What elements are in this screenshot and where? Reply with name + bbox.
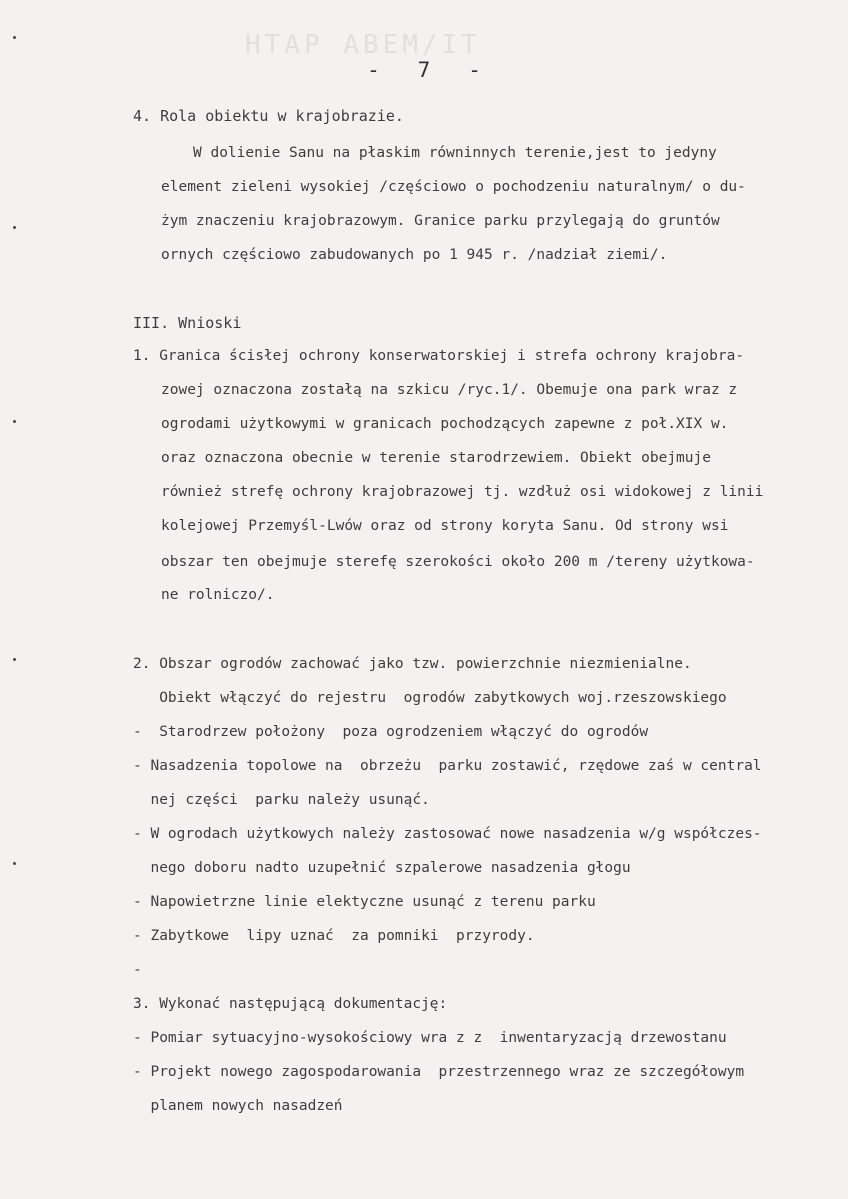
text-line: nej części parku należy usunąć.: [133, 792, 430, 808]
text-line: 2. Obszar ogrodów zachować jako tzw. powierzchnie niezmienialne.: [133, 656, 692, 672]
text-line: - Projekt nowego zagospodarowania przestrzennego wraz ze szczegółowym: [133, 1064, 745, 1080]
text-line: - Nasadzenia topolowe na obrzeżu parku zostawić, rzędowe zaś w central: [133, 758, 762, 774]
punch-mark: [13, 862, 16, 865]
text-line: ogrodami użytkowymi w granicach pochodzących zapewne z poł.XIX w.: [161, 416, 729, 432]
text-line: element zieleni wysokiej /częściowo o pochodzeniu naturalnym/ o du-: [161, 179, 746, 195]
text-line: nego doboru nadto uzupełnić szpalerowe nasadzenia głogu: [133, 860, 631, 876]
text-line: oraz oznaczona obecnie w terenie starodrzewiem. Obiekt obejmuje: [161, 450, 711, 466]
text-line: Obiekt włączyć do rejestru ogrodów zabytkowych woj.rzeszowskiego: [133, 690, 727, 706]
text-line: - Zabytkowe lipy uznać za pomniki przyrody.: [133, 928, 535, 944]
text-line: kolejowej Przemyśl-Lwów oraz od strony koryta Sanu. Od strony wsi: [161, 518, 729, 534]
section-4-heading: 4. Rola obiektu w krajobrazie.: [133, 107, 404, 125]
text-line: ornych częściowo zabudowanych po 1 945 r. /nadział ziemi/.: [161, 247, 668, 263]
text-line: - Napowietrzne linie elektyczne usunąć z terenu parku: [133, 894, 596, 910]
text-line: -: [133, 962, 142, 978]
text-line: ne rolniczo/.: [161, 587, 275, 603]
text-line: planem nowych nasadzeń: [133, 1098, 343, 1114]
text-line: obszar ten obejmuje sterefę szerokości około 200 m /tereny użytkowa-: [161, 554, 755, 570]
text-line: 1. Granica ścisłej ochrony konserwatorskiej i strefa ochrony krajobra-: [133, 348, 745, 364]
punch-mark: [13, 36, 16, 39]
punch-mark: [13, 226, 16, 229]
punch-mark: [13, 658, 16, 661]
punch-mark: [13, 420, 16, 423]
text-line: - W ogrodach użytkowych należy zastosować nowe nasadzenia w/g współczes-: [133, 826, 762, 842]
text-line: W dolienie Sanu na płaskim równinnych terenie,jest to jedyny: [193, 145, 717, 161]
text-line: zowej oznaczona zostałą na szkicu /ryc.1/. Obemuje ona park wraz z: [161, 382, 738, 398]
text-line: - Pomiar sytuacyjno-wysokościowy wra z z inwentaryzacją drzewostanu: [133, 1030, 727, 1046]
background-stamp: HTAP ABEM/IT: [245, 30, 481, 60]
section-iii-heading: III. Wnioski: [133, 314, 242, 332]
page-number: - 7 -: [367, 58, 481, 82]
text-line: 3. Wykonać następującą dokumentację:: [133, 996, 448, 1012]
text-line: żym znaczeniu krajobrazowym. Granice parku przylegają do gruntów: [161, 213, 720, 229]
text-line: - Starodrzew położony poza ogrodzeniem włączyć do ogrodów: [133, 724, 649, 740]
text-line: również strefę ochrony krajobrazowej tj. wzdłuż osi widokowej z linii: [161, 484, 764, 500]
